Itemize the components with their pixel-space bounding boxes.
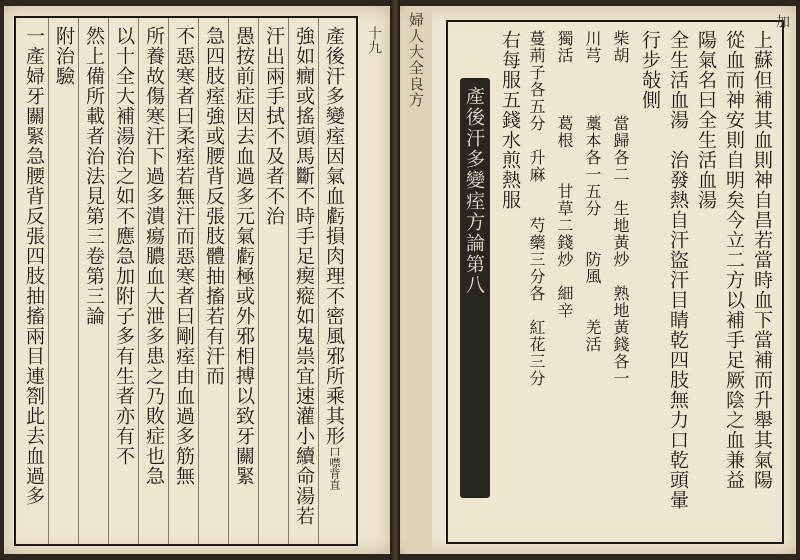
column-text: 汗出兩手拭不及者不治 — [263, 26, 285, 226]
right-text-column: 陽氣名曰全生活血湯 — [695, 30, 717, 210]
left-text-column — [144, 26, 163, 486]
column-rule — [288, 18, 289, 544]
left-page — [4, 6, 390, 554]
column-rule — [168, 18, 169, 544]
column-text: 愚按前症因去血過多元氣虧極或外邪相搏以致牙關緊 — [233, 26, 255, 486]
edge-strip-text: 婦人大全良方 — [407, 12, 425, 108]
right-text-column: 從血而神安則自明矣今立二方以補手足厥陰之血兼益 — [723, 30, 745, 490]
left-text-column — [294, 26, 313, 526]
right-page — [400, 6, 796, 554]
right-text-column: 全生活血湯 治發熱自汗盜汗目睛乾四肢無力口乾頭暈 — [667, 30, 689, 510]
column-rule — [138, 18, 139, 544]
right-text-frame — [446, 20, 784, 544]
column-rule — [228, 18, 229, 544]
chapter-heading: 產後汗多變痓方論第八 — [463, 86, 485, 296]
left-text-frame — [14, 16, 358, 546]
column-rule — [258, 18, 259, 544]
left-text-column — [234, 26, 253, 486]
interlinear-note: 口噤背直 — [328, 446, 341, 490]
right-folio: 加 — [774, 14, 790, 28]
left-text-column — [84, 26, 103, 326]
column-text: 所養故傷寒汗下過多潰瘍膿血大泄多患之乃敗症也急 — [143, 26, 165, 486]
right-text-column: 右每服五錢水煎熱服 — [499, 30, 521, 210]
column-rule — [48, 18, 49, 544]
column-rule — [198, 18, 199, 544]
chapter-heading-band — [460, 78, 490, 498]
column-rule — [78, 18, 79, 544]
column-text: 以十全大補湯治之如不應急加附子多有生者亦有不 — [113, 26, 135, 466]
right-text-column: 獨活 葛根 甘草二錢炒 細辛 — [555, 30, 574, 319]
right-text-column: 川芎 藁本各一五分 防風 羌活 — [583, 30, 602, 353]
column-text: 不惡寒者曰柔痓若無汗而惡寒者曰剛痓由血過多筋無 — [173, 26, 195, 486]
binding-gutter — [390, 0, 400, 560]
right-text-column: 蔓荊子各五分 升麻 芍藥三分各 紅花三分 — [527, 30, 546, 387]
left-text-column — [264, 26, 283, 226]
column-text: 然上備所載者治法見第三卷第三論 — [83, 26, 105, 326]
right-text-column: 上蘇但補其血則神自昌若當時血下當補而升舉其氣陽 — [751, 30, 773, 490]
column-rule — [108, 18, 109, 544]
left-text-column — [24, 26, 43, 506]
left-text-column — [204, 26, 223, 386]
left-text-column — [174, 26, 193, 486]
left-text-column — [54, 26, 73, 86]
left-text-column — [324, 26, 343, 490]
right-edge-strip — [406, 6, 432, 554]
right-text-column: 柴胡 當歸各二 生地黃炒 熟地黃錢各一 — [611, 30, 630, 387]
column-rule — [318, 18, 319, 544]
column-text: 強如癇或搖頭馬斷不時手足瘈瘲如鬼祟宜速灌小續命湯若 — [293, 26, 315, 526]
left-text-column — [114, 26, 133, 466]
left-folio: 十九 — [366, 26, 382, 54]
right-text-column: 行步敧側 — [639, 30, 661, 110]
column-text: 急四肢痓強或腰背反張肢體抽搐若有汗而 — [203, 26, 225, 386]
column-text: 附治驗 — [53, 26, 75, 86]
column-text: 產後汗多變痓因氣血虧損肉理不密風邪所乘其形 — [323, 26, 345, 446]
column-text: 一產婦牙關緊急腰背反張四肢抽搐兩目連劄此去血過多 — [23, 26, 45, 506]
